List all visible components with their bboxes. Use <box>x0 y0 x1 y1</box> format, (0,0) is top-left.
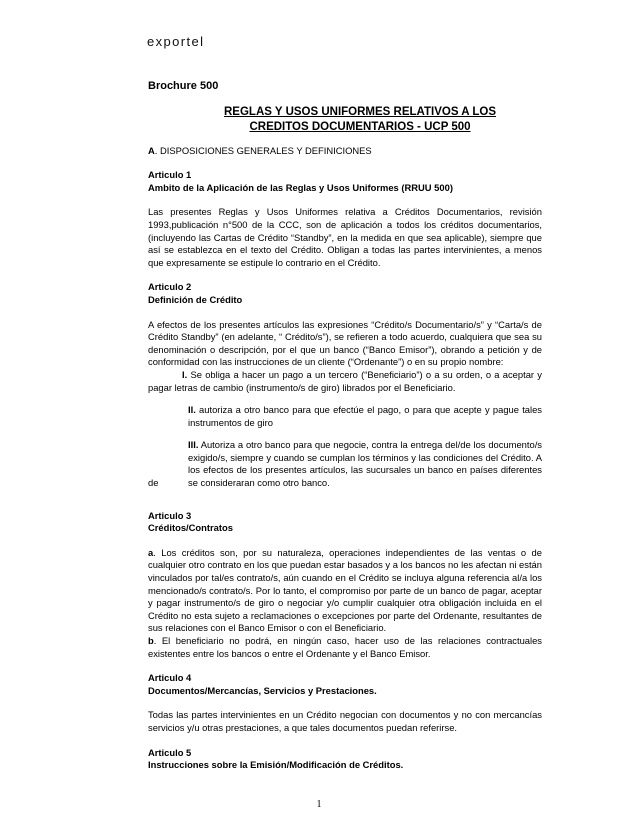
article-2-item-i-text: Se obliga a hacer un pago a un tercero (“Beneficiario”) o a su orden, o a aceptar y pagar letras de cambio (instrumento/s de giro) librados por el Beneficiario. <box>148 368 542 393</box>
document-content <box>148 80 542 784</box>
section-a-heading <box>148 145 542 158</box>
article-2-de: de <box>148 477 159 489</box>
article-4-heading <box>148 672 542 697</box>
brochure-title: Brochure 500 <box>148 80 219 92</box>
article-4-number: Articulo 4 <box>148 672 192 684</box>
article-2-item-ii-label: II. <box>188 404 196 416</box>
main-title-line-1: REGLAS Y USOS UNIFORMES RELATIVOS A LOS <box>224 105 496 118</box>
article-2-body: A efectos de los presentes artículos las expresiones “Crédito/s Documentario/s” y “Carta/s de Crédito Standby” (en adelante, “ Crédito/s”), se refieren a todo acuerdo, cualquiera que sea su denominación o descripción, por el que un banco (“Banco Emisor”), obrando a petición y de conformidad con las instrucciones de un cliente (“Ordenante”) o en su propio nombre: <box>148 318 542 368</box>
section-a-text: . DISPOSICIONES GENERALES Y DEFINICIONES <box>154 144 372 156</box>
page-number: 1 <box>316 799 322 810</box>
article-3-heading <box>148 510 542 535</box>
article-5-title: Instrucciones sobre la Emisión/Modificación de Créditos. <box>148 759 404 771</box>
article-2-item-iii-label: III. <box>188 439 199 451</box>
main-title <box>148 105 542 135</box>
article-1-body: Las presentes Reglas y Usos Uniformes relativa a Créditos Documentarios, revisión 1993,publicación n°500 de la CCC, son de aplicación a todos los créditos documentarios, (incluyendo las Cartas de Crédito “Standby”, en la medida en que sea aplicable), siempre que así se establezca en el texto del Crédito. Obligan a todas las partes intervinientes, a menos que expresamente se estipule lo contrario en el Crédito. <box>148 206 542 268</box>
article-2-item-ii-text: autoriza a otro banco para que efectúe el pago, o para que acepte y pague tales instrumentos de giro <box>188 404 542 428</box>
article-3-a-text: . Los créditos son, por su naturaleza, operaciones independientes de las ventas o de cualquier otro contrato en los que puedan estar basados y a los bancos no les afectan ni están vinculados por tal/es contrato/s, aún cuando en el Crédito se incluya alguna referencia al/a los mencionado/s contrato/s. Por lo tanto, el compromiso por parte de un banco de pagar, aceptar y pagar instrumento/s de giro o negociar y/o cumplir cualquier otra obligación incluida en el Crédito no esta sujeto a reclamaciones o excepciones por parte del Ordenante, resultantes de sus relaciones con el Banco Emisor o con el Beneficiario. <box>148 546 542 634</box>
article-2-item-iii <box>148 439 542 489</box>
article-3-b-label: b <box>148 635 154 646</box>
article-4-title: Documentos/Mercancías, Servicios y Prestaciones. <box>148 684 377 696</box>
article-1-title: Ambito de la Aplicación de las Reglas y Usos Uniformes (RRUU 500) <box>148 181 453 193</box>
article-3-body <box>148 547 542 660</box>
article-3-b-text: . El beneficiario no podrá, en ningún caso, hacer uso de las relaciones contractuales existentes entre los bancos o entre el Ordenante y el Banco Emisor. <box>148 635 542 659</box>
section-a-letter: A <box>148 144 155 156</box>
article-2-item-ii <box>188 404 542 429</box>
article-1-heading <box>148 169 542 194</box>
article-2-item-i <box>148 369 542 394</box>
article-1-number: Articulo 1 <box>148 169 192 181</box>
article-2-item-i-label: I. <box>182 368 188 380</box>
article-2-item-iii-text: Autoriza a otro banco para que negocie, contra la entrega del/de los documento/s exigido/s, siempre y cuando se cumplan los términos y las condiciones del Crédito. A los efectos de los presentes artículos, las sucursales un banco en países diferentes se consideraran como otro banco. <box>188 439 542 489</box>
article-5-number: Articulo 5 <box>148 746 192 758</box>
article-2-number: Articulo 2 <box>148 281 192 293</box>
article-3-a-label: a <box>148 546 154 558</box>
article-4-body: Todas las partes intervinientes en un Crédito negocian con documentos y no con mercancías servicios y/u otras prestaciones, a que tales documentos puedan referirse. <box>148 709 542 733</box>
main-title-line-2: CREDITOS DOCUMENTARIOS - UCP 500 <box>249 120 471 133</box>
article-2-heading <box>148 281 542 306</box>
article-3-title: Créditos/Contratos <box>148 522 233 534</box>
brand-header: exportel <box>147 34 205 49</box>
article-2-title: Definición de Crédito <box>148 293 243 305</box>
article-5-heading <box>148 747 542 772</box>
article-3-number: Articulo 3 <box>148 509 192 521</box>
